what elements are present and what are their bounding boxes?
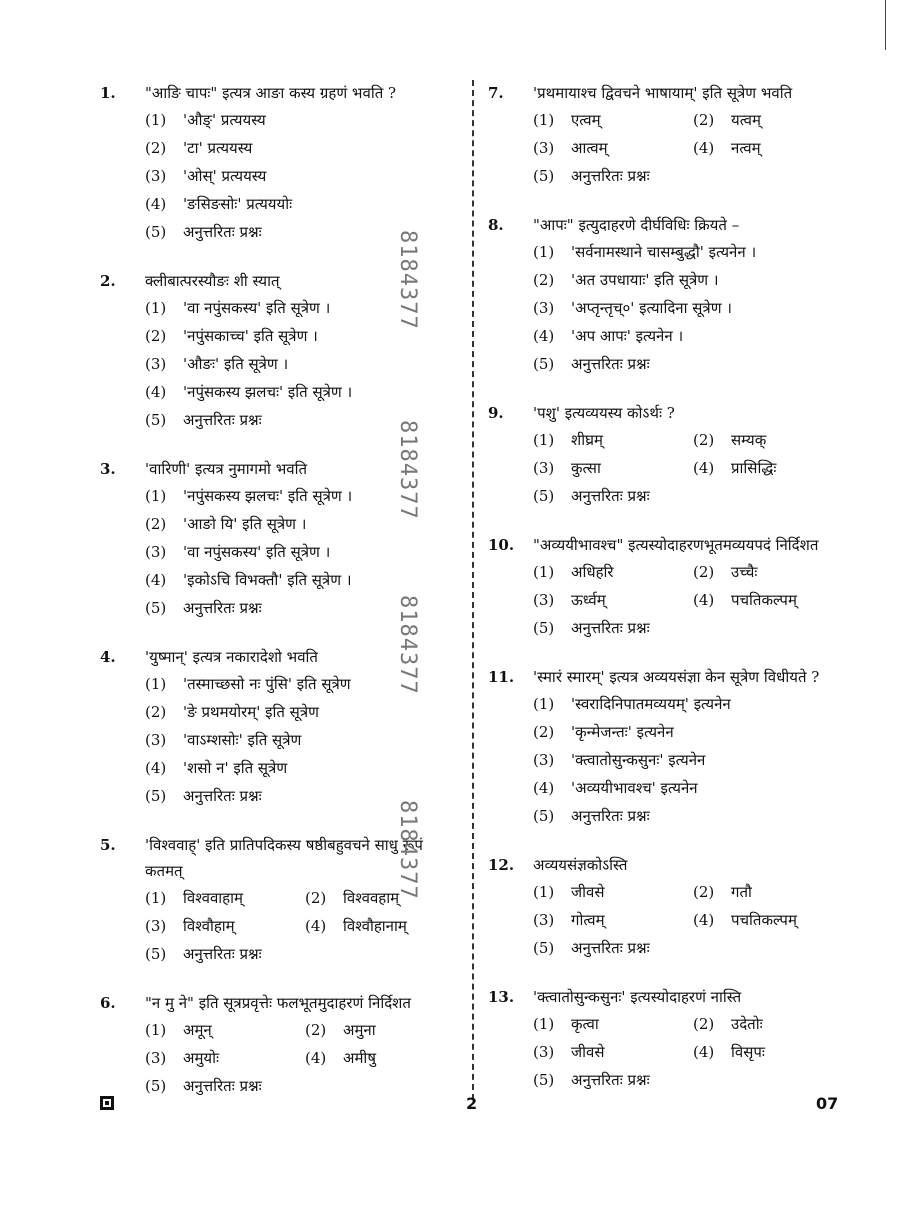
option-item[interactable] — [693, 106, 853, 134]
option-item[interactable] — [693, 558, 853, 586]
option-text: 'अप्तृन्तृच्०' इत्यादिना सूत्रेण । — [571, 299, 732, 317]
option-text: अनुत्तरितः प्रश्नः — [183, 1077, 262, 1095]
option-number: (1) — [145, 487, 167, 505]
option-row — [533, 774, 853, 802]
question-header — [488, 212, 853, 238]
option-row — [533, 454, 853, 482]
option-text: 'औङ्' प्रत्ययस्य — [183, 111, 266, 129]
option-number: (4) — [305, 1049, 327, 1067]
option-text: अनुत्तरितः प्रश्नः — [571, 355, 650, 373]
options-list — [533, 558, 853, 642]
option-text: जीवसे — [571, 1043, 605, 1061]
options-list — [533, 106, 853, 190]
option-item[interactable] — [145, 698, 465, 726]
option-number: (4) — [145, 759, 167, 777]
option-number: (2) — [693, 431, 715, 449]
option-text: अनुत्तरितः प्रश्नः — [571, 807, 650, 825]
option-item[interactable] — [533, 106, 693, 134]
option-text: अमुयोः — [183, 1049, 220, 1067]
page-number: 07 — [816, 1094, 839, 1113]
option-number: (2) — [533, 271, 555, 289]
option-text: 'अप आपः' इत्यनेन । — [571, 327, 684, 345]
option-number: (4) — [533, 327, 555, 345]
option-text: यत्वम् — [731, 111, 761, 129]
option-text: उदेतोः — [731, 1015, 763, 1033]
footer-center-mark: 2 — [466, 1094, 478, 1113]
option-item[interactable] — [533, 906, 693, 934]
option-item[interactable] — [533, 426, 693, 454]
option-item[interactable] — [145, 726, 465, 754]
option-text: गोत्वम् — [571, 911, 605, 929]
option-item[interactable] — [305, 912, 465, 940]
option-item[interactable] — [145, 538, 465, 566]
question-header — [100, 80, 465, 106]
option-number: (3) — [533, 459, 555, 477]
option-number: (3) — [145, 355, 167, 373]
option-row — [145, 350, 465, 378]
option-item[interactable] — [533, 746, 853, 774]
option-item[interactable] — [533, 718, 853, 746]
option-number: (1) — [533, 431, 555, 449]
option-number: (3) — [145, 167, 167, 185]
option-number: (5) — [533, 619, 555, 637]
option-text: 'वा नपुंसकस्य' इति सूत्रेण । — [183, 299, 331, 317]
options-list — [533, 238, 853, 378]
option-text: 'ओस्' प्रत्ययस्य — [183, 167, 267, 185]
option-text: 'नपुंसकस्य झलचः' इति सूत्रेण । — [183, 383, 353, 401]
question-block — [488, 664, 853, 830]
option-number: (1) — [533, 695, 555, 713]
option-row — [145, 1044, 465, 1072]
option-number: (5) — [145, 599, 167, 617]
option-number: (2) — [305, 1021, 327, 1039]
option-item[interactable] — [533, 614, 853, 642]
question-block — [100, 80, 465, 246]
option-text: अनुत्तरितः प्रश्नः — [183, 945, 262, 963]
option-number: (1) — [145, 299, 167, 317]
option-item[interactable] — [533, 482, 853, 510]
option-row — [533, 426, 853, 454]
option-number: (2) — [145, 327, 167, 345]
option-item[interactable] — [145, 912, 305, 940]
option-text: पचतिकल्पम् — [731, 591, 797, 609]
option-item[interactable] — [145, 378, 465, 406]
option-text: 'वाऽम्शसोः' इति सूत्रेण — [183, 731, 302, 749]
option-number: (1) — [533, 243, 555, 261]
option-text: विश्वौहाम् — [183, 917, 235, 935]
option-number: (3) — [533, 591, 555, 609]
option-number: (5) — [145, 1077, 167, 1095]
option-number: (2) — [693, 563, 715, 581]
option-row — [145, 378, 465, 406]
option-number: (5) — [145, 223, 167, 241]
option-item[interactable] — [533, 266, 853, 294]
question-text: "न मु ने" इति सूत्रप्रवृत्तेः फलभूतमुदाहरणं निर्दिशत — [145, 994, 411, 1012]
option-number: (2) — [693, 883, 715, 901]
option-item[interactable] — [305, 884, 465, 912]
option-item[interactable] — [145, 1072, 465, 1100]
option-text: विसृपः — [731, 1043, 765, 1061]
options-list — [533, 1010, 853, 1094]
option-text: अनुत्तरितः प्रश्नः — [571, 1071, 650, 1089]
option-number: (1) — [145, 675, 167, 693]
option-item[interactable] — [305, 1044, 465, 1072]
question-number: 13. — [488, 988, 515, 1006]
option-text: 'नपुंसकस्य झलचः' इति सूत्रेण । — [183, 487, 353, 505]
option-text: विश्ववाहाम् — [183, 889, 243, 907]
question-header — [100, 990, 465, 1016]
option-item[interactable] — [533, 1038, 693, 1066]
option-number: (3) — [533, 1043, 555, 1061]
option-row — [145, 1072, 465, 1100]
option-number: (5) — [145, 411, 167, 429]
option-number: (4) — [693, 911, 715, 929]
option-row — [533, 1066, 853, 1094]
option-text: जीवसे — [571, 883, 605, 901]
option-row — [533, 690, 853, 718]
option-row — [533, 586, 853, 614]
option-row — [533, 906, 853, 934]
question-number: 11. — [488, 668, 515, 686]
option-text: प्रासिद्धिः — [731, 459, 777, 477]
option-text: 'ङे प्रथमयोरम्' इति सूत्रेण — [183, 703, 319, 721]
question-number: 12. — [488, 856, 515, 874]
question-header — [488, 664, 853, 690]
option-item[interactable] — [145, 190, 465, 218]
option-row — [145, 162, 465, 190]
option-number: (1) — [533, 1015, 555, 1033]
question-number: 7. — [488, 84, 504, 102]
option-text: 'टा' प्रत्ययस्य — [183, 139, 253, 157]
options-list — [145, 1016, 465, 1100]
option-text: 'कृन्मेजन्तः' इत्यनेन — [571, 723, 674, 741]
option-text: नत्वम् — [731, 139, 761, 157]
option-item[interactable] — [533, 934, 853, 962]
option-number: (3) — [533, 751, 555, 769]
option-number: (2) — [145, 703, 167, 721]
option-number: (5) — [145, 787, 167, 805]
option-text: सम्यक् — [731, 431, 767, 449]
option-row — [145, 190, 465, 218]
option-number: (3) — [533, 911, 555, 929]
option-text: शीघ्रम् — [571, 431, 603, 449]
option-row — [533, 350, 853, 378]
question-number: 5. — [100, 836, 116, 854]
option-number: (4) — [533, 779, 555, 797]
option-row — [533, 1010, 853, 1038]
option-number: (3) — [145, 543, 167, 561]
option-number: (1) — [145, 889, 167, 907]
option-row — [533, 934, 853, 962]
option-number: (4) — [145, 383, 167, 401]
option-item[interactable] — [533, 878, 693, 906]
option-number: (5) — [145, 945, 167, 963]
options-list — [533, 690, 853, 830]
option-item[interactable] — [533, 238, 853, 266]
option-item[interactable] — [145, 1044, 305, 1072]
option-row — [533, 134, 853, 162]
option-number: (2) — [533, 723, 555, 741]
question-text: 'क्त्वातोसुन्कसुनः' इत्यस्योदाहरणं नास्ति — [533, 988, 742, 1006]
roll-number-stamp: 8184377 — [395, 420, 420, 520]
option-item[interactable] — [145, 566, 465, 594]
option-number: (3) — [145, 917, 167, 935]
option-row — [145, 538, 465, 566]
option-text: विश्वौहानाम् — [343, 917, 407, 935]
option-row — [533, 1038, 853, 1066]
option-row — [145, 940, 465, 968]
option-number: (2) — [145, 139, 167, 157]
question-block — [488, 80, 853, 190]
option-row — [533, 106, 853, 134]
option-number: (3) — [533, 139, 555, 157]
option-text: अनुत्तरितः प्रश्नः — [183, 599, 262, 617]
roll-number-stamp: 8184377 — [395, 230, 420, 330]
option-item[interactable] — [693, 134, 853, 162]
option-item[interactable] — [533, 586, 693, 614]
option-number: (5) — [533, 1071, 555, 1089]
option-number: (4) — [693, 591, 715, 609]
option-text: 'नपुंसकाच्च' इति सूत्रेण । — [183, 327, 318, 345]
option-item[interactable] — [145, 162, 465, 190]
option-text: 'वा नपुंसकस्य' इति सूत्रेण । — [183, 543, 331, 561]
option-row — [533, 718, 853, 746]
options-list — [533, 426, 853, 510]
option-number: (2) — [305, 889, 327, 907]
option-item[interactable] — [693, 454, 853, 482]
options-list — [145, 106, 465, 246]
option-number: (5) — [533, 355, 555, 373]
frame-line — [885, 0, 886, 50]
option-row — [533, 746, 853, 774]
option-text: अमून् — [183, 1021, 212, 1039]
question-number: 9. — [488, 404, 504, 422]
option-text: गतौ — [731, 883, 752, 901]
question-text: अव्ययसंज्ञकोऽस्ति — [533, 856, 628, 874]
option-number: (3) — [145, 731, 167, 749]
roll-number-stamp: 8184377 — [395, 595, 420, 695]
option-item[interactable] — [693, 426, 853, 454]
option-text: ऊर्ध्वम् — [571, 591, 606, 609]
option-text: अमीषु — [343, 1049, 376, 1067]
question-header — [488, 400, 853, 426]
option-number: (2) — [693, 1015, 715, 1033]
option-text: अधिहरि — [571, 563, 614, 581]
question-text: क्लीबात्परस्यौङः शी स्यात् — [145, 272, 280, 290]
option-text: 'इकोऽचि विभक्तौ' इति सूत्रेण । — [183, 571, 352, 589]
option-item[interactable] — [533, 162, 853, 190]
option-number: (5) — [533, 487, 555, 505]
option-item[interactable] — [533, 774, 853, 802]
option-text: एत्वम् — [571, 111, 601, 129]
option-item[interactable] — [305, 1016, 465, 1044]
option-text: आत्वम् — [571, 139, 608, 157]
option-row — [145, 566, 465, 594]
option-item[interactable] — [145, 134, 465, 162]
option-item[interactable] — [693, 1038, 853, 1066]
question-number: 3. — [100, 460, 116, 478]
option-item[interactable] — [533, 350, 853, 378]
question-text: 'विश्ववाह्' इति प्रातिपदिकस्य षष्ठीबहुवचने साधु रूपं कतमत् — [145, 836, 423, 880]
question-text: 'पशु' इत्यव्ययस्य कोऽर्थः ? — [533, 404, 675, 422]
option-text: 'औङः' इति सूत्रेण । — [183, 355, 289, 373]
option-item[interactable] — [145, 884, 305, 912]
question-number: 8. — [488, 216, 504, 234]
option-number: (4) — [145, 571, 167, 589]
option-row — [533, 266, 853, 294]
option-text: विश्ववहाम् — [343, 889, 400, 907]
question-text: 'प्रथमायाश्च द्विवचने भाषायाम्' इति सूत्रेण भवति — [533, 84, 793, 102]
option-row — [145, 726, 465, 754]
option-text: 'क्त्वातोसुन्कसुनः' इत्यनेन — [571, 751, 706, 769]
option-number: (4) — [693, 1043, 715, 1061]
option-number: (5) — [533, 167, 555, 185]
option-text: 'अत उपधायाः' इति सूत्रेण । — [571, 271, 719, 289]
question-header — [488, 984, 853, 1010]
option-item[interactable] — [693, 878, 853, 906]
option-item[interactable] — [533, 134, 693, 162]
option-text: अनुत्तरितः प्रश्नः — [183, 223, 262, 241]
option-row — [145, 754, 465, 782]
question-number: 10. — [488, 536, 515, 554]
column-divider — [472, 80, 474, 1100]
option-row — [533, 322, 853, 350]
question-text: "आङि चापः" इत्यत्र आङा कस्य ग्रहणं भवति ? — [145, 84, 397, 102]
option-row — [533, 482, 853, 510]
question-block — [488, 400, 853, 510]
option-row — [145, 912, 465, 940]
option-item[interactable] — [533, 1010, 693, 1038]
option-item[interactable] — [693, 906, 853, 934]
option-item[interactable] — [533, 294, 853, 322]
question-text: 'युष्मान्' इत्यत्र नकारादेशो भवति — [145, 648, 318, 666]
option-item[interactable] — [145, 350, 465, 378]
option-item[interactable] — [533, 802, 853, 830]
option-item[interactable] — [533, 558, 693, 586]
question-block — [488, 212, 853, 378]
option-item[interactable] — [533, 690, 853, 718]
option-item[interactable] — [693, 1010, 853, 1038]
option-text: अनुत्तरितः प्रश्नः — [571, 619, 650, 637]
option-row — [533, 294, 853, 322]
right-column — [488, 80, 853, 1116]
option-number: (5) — [533, 939, 555, 957]
option-row — [145, 106, 465, 134]
option-number: (3) — [145, 1049, 167, 1067]
option-text: अनुत्तरितः प्रश्नः — [183, 411, 262, 429]
option-row — [145, 698, 465, 726]
option-number: (4) — [145, 195, 167, 213]
footer-square-icon — [100, 1096, 114, 1110]
option-text: पचतिकल्पम् — [731, 911, 797, 929]
option-item[interactable] — [693, 586, 853, 614]
option-number: (2) — [693, 111, 715, 129]
option-text: अनुत्तरितः प्रश्नः — [571, 167, 650, 185]
option-number: (1) — [533, 111, 555, 129]
option-row — [145, 134, 465, 162]
option-item[interactable] — [533, 1066, 853, 1094]
question-number: 6. — [100, 994, 116, 1012]
option-text: अनुत्तरितः प्रश्नः — [571, 939, 650, 957]
question-block — [488, 984, 853, 1094]
option-text: अनुत्तरितः प्रश्नः — [571, 487, 650, 505]
option-number: (4) — [693, 459, 715, 477]
option-text: कृत्वा — [571, 1015, 599, 1033]
option-item[interactable] — [145, 1016, 305, 1044]
options-list — [533, 878, 853, 962]
option-text: 'अव्ययीभावश्च' इत्यनेन — [571, 779, 698, 797]
option-text: 'तस्माच्छसो नः पुंसि' इति सूत्रेण — [183, 675, 351, 693]
question-number: 2. — [100, 272, 116, 290]
question-text: 'वारिणी' इत्यत्र नुमागमो भवति — [145, 460, 308, 478]
option-item[interactable] — [145, 940, 465, 968]
option-number: (1) — [145, 111, 167, 129]
option-text: अमुना — [343, 1021, 376, 1039]
option-number: (1) — [533, 563, 555, 581]
roll-number-stamp: 8184377 — [395, 800, 420, 900]
option-text: कुत्सा — [571, 459, 601, 477]
option-row — [533, 558, 853, 586]
option-text: 'स्वरादिनिपातमव्ययम्' इत्यनेन — [571, 695, 731, 713]
question-block — [488, 532, 853, 642]
option-text: उच्चैः — [731, 563, 758, 581]
question-text: 'स्मारं स्मारम्' इत्यत्र अव्ययसंज्ञा केन सूत्रेण विधीयते ? — [533, 668, 820, 686]
option-text: 'ङसिङसोः' प्रत्यययोः — [183, 195, 293, 213]
option-number: (1) — [533, 883, 555, 901]
option-item[interactable] — [145, 106, 465, 134]
option-item[interactable] — [533, 322, 853, 350]
option-text: अनुत्तरितः प्रश्नः — [183, 787, 262, 805]
option-text: 'शसो न' इति सूत्रेण — [183, 759, 288, 777]
option-row — [533, 802, 853, 830]
question-number: 1. — [100, 84, 116, 102]
option-text: 'आङो यि' इति सूत्रेण । — [183, 515, 307, 533]
option-item[interactable] — [145, 754, 465, 782]
option-number: (2) — [145, 515, 167, 533]
question-header — [488, 852, 853, 878]
question-text: "अव्ययीभावश्च" इत्यस्योदाहरणभूतमव्ययपदं निर्दिशत — [533, 536, 819, 554]
option-row — [533, 238, 853, 266]
option-number: (5) — [533, 807, 555, 825]
option-text: 'सर्वनामस्थाने चासम्बुद्धौ' इत्यनेन । — [571, 243, 757, 261]
question-block — [488, 852, 853, 962]
option-item[interactable] — [533, 454, 693, 482]
option-row — [145, 1016, 465, 1044]
question-header — [488, 80, 853, 106]
option-number: (4) — [693, 139, 715, 157]
option-number: (3) — [533, 299, 555, 317]
question-text: "आपः" इत्युदाहरणे दीर्घविधिः क्रियते – — [533, 216, 740, 234]
question-block — [100, 990, 465, 1100]
option-number: (4) — [305, 917, 327, 935]
option-row — [533, 614, 853, 642]
option-row — [533, 162, 853, 190]
option-row — [533, 878, 853, 906]
question-number: 4. — [100, 648, 116, 666]
option-number: (1) — [145, 1021, 167, 1039]
question-header — [488, 532, 853, 558]
